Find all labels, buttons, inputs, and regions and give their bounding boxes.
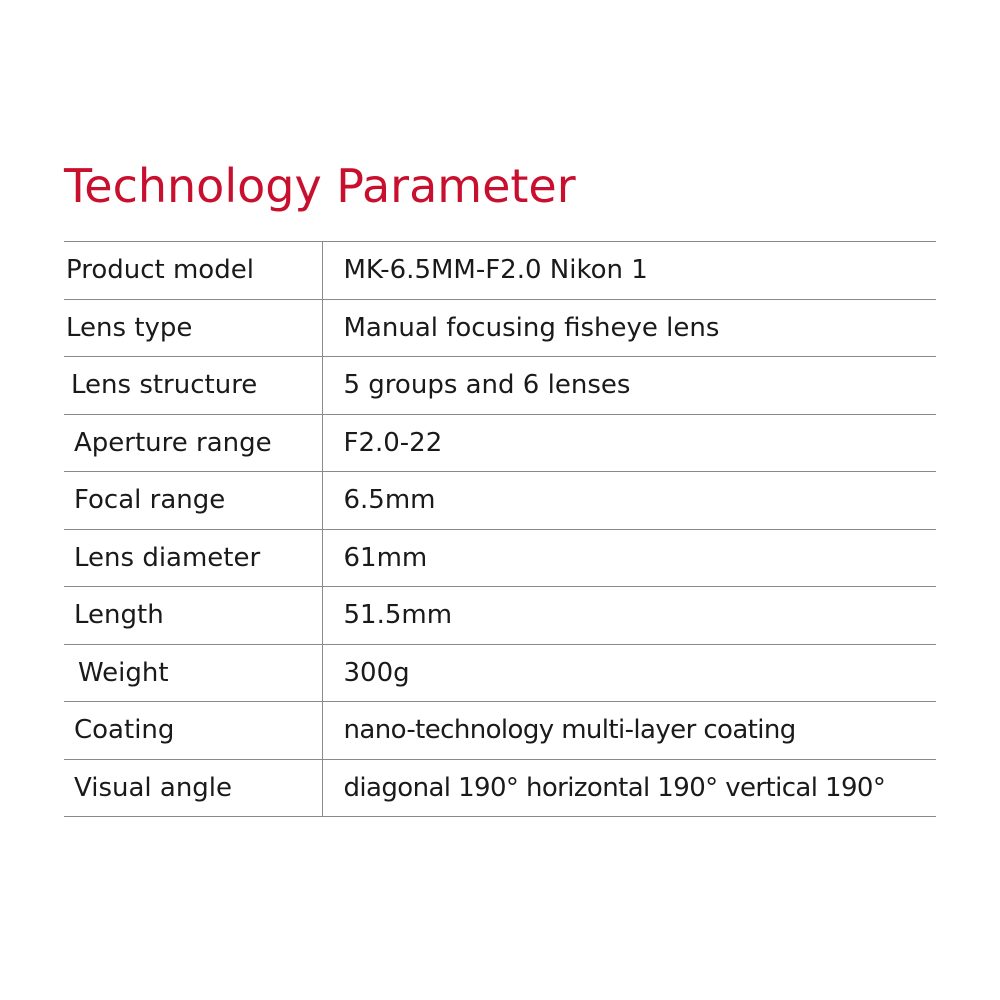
spec-label: Visual angle [64,759,322,817]
spec-label: Coating [64,702,322,760]
spec-label: Product model [64,242,322,300]
spec-value: diagonal 190° horizontal 190° vertical 190° [322,759,936,817]
spec-value: 300g [322,644,936,702]
spec-value: 5 groups and 6 lenses [322,357,936,415]
page-title: Technology Parameter [64,159,576,213]
spec-value: F2.0-22 [322,414,936,472]
spec-label: Lens structure [64,357,322,415]
spec-row-lens-type [64,299,936,357]
spec-row-weight [64,644,936,702]
spec-value: Manual focusing fisheye lens [322,299,936,357]
spec-label: Length [64,587,322,645]
spec-label: Focal range [64,472,322,530]
spec-row-lens-structure [64,357,936,415]
spec-value: 6.5mm [322,472,936,530]
spec-label: Aperture range [64,414,322,472]
spec-row-focal-range [64,472,936,530]
spec-table [64,241,936,817]
spec-value: MK-6.5MM-F2.0 Nikon 1 [322,242,936,300]
spec-label: Lens type [64,299,322,357]
spec-row-visual-angle [64,759,936,817]
spec-row-coating [64,702,936,760]
spec-label: Lens diameter [64,529,322,587]
spec-row-product-model [64,242,936,300]
spec-value: nano-technology multi-layer coating [322,702,936,760]
spec-row-lens-diameter [64,529,936,587]
spec-label: Weight [64,644,322,702]
spec-value: 61mm [322,529,936,587]
spec-row-length [64,587,936,645]
spec-value: 51.5mm [322,587,936,645]
spec-row-aperture-range [64,414,936,472]
